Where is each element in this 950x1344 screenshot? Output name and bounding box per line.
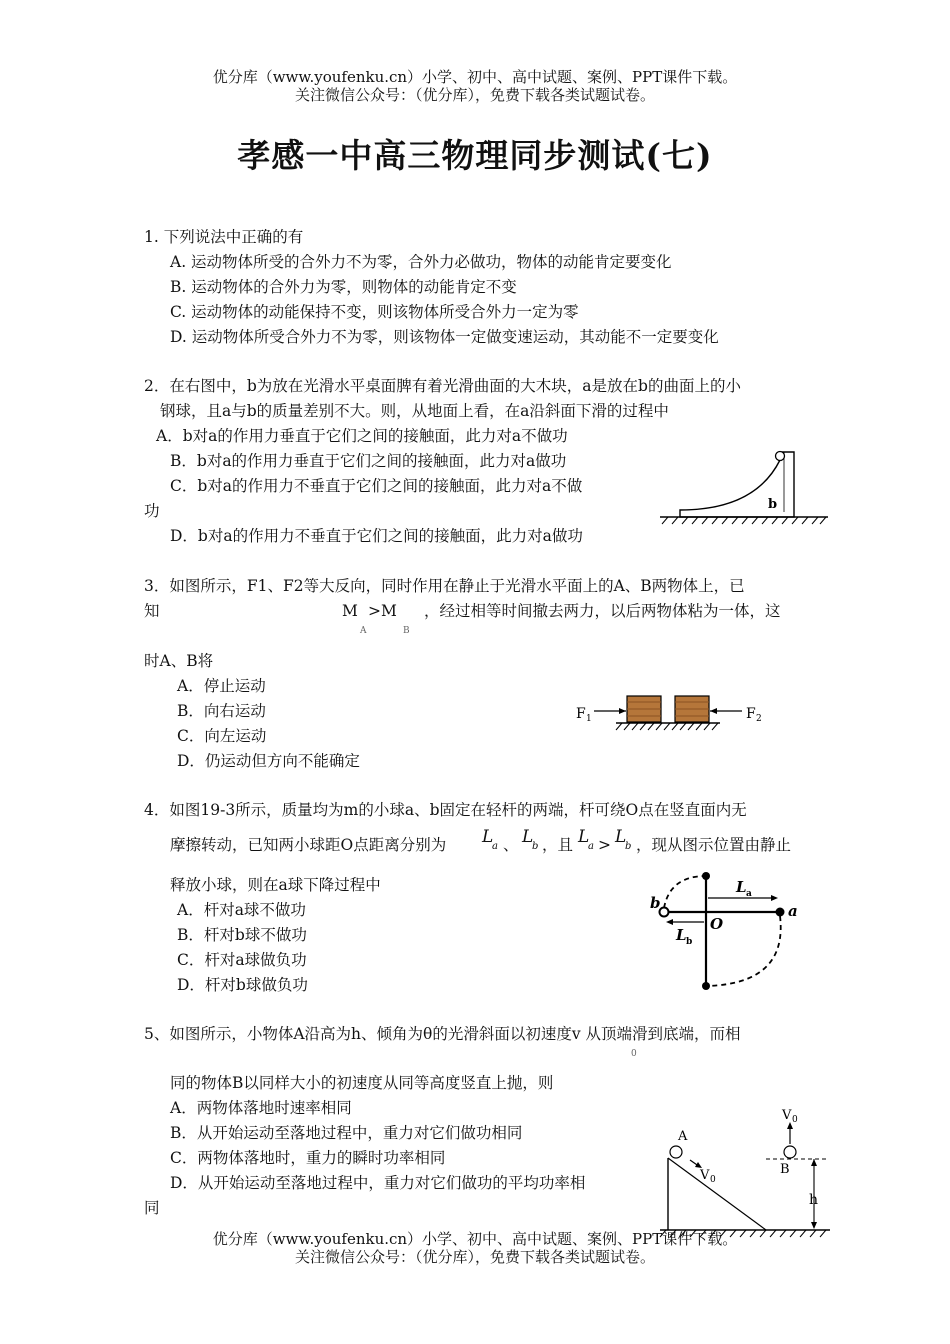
q5-option-a: A．两物体落地时速率相同 xyxy=(170,1099,352,1117)
q2-curved-block-figure xyxy=(660,440,832,526)
q5-option-d-line-2: 同 xyxy=(144,1199,160,1217)
q3-mass-gt-b: >M xyxy=(368,602,397,620)
q4-option-d: D．杆对b球做负功 xyxy=(177,976,308,994)
fig-label-b: B xyxy=(780,1162,790,1177)
q3-option-a: A．停止运动 xyxy=(177,677,266,695)
q5-option-d-line-1: D．从开始运动至落地过程中，重力对它们做功的平均功率相 xyxy=(170,1174,586,1192)
q4-option-c: C．杆对a球做负功 xyxy=(177,951,307,969)
q4-la-2: L xyxy=(578,827,590,847)
page-title: 孝感一中高三物理同步测试(七) xyxy=(237,136,713,175)
q4-la: L xyxy=(482,827,494,847)
q4-and: ，且 xyxy=(542,836,574,854)
q3-option-d: D．仍运动但方向不能确定 xyxy=(177,752,360,770)
footer-line-2: 关注微信公众号：（优分库），免费下载各类试题试卷。 xyxy=(294,1248,655,1266)
fig-label-a: a xyxy=(788,902,798,920)
q5-stem-line-2: 同的物体B以同样大小的初速度从同等高度竖直上抛，则 xyxy=(170,1074,554,1092)
fig-label-lb: L xyxy=(676,926,687,944)
q5-stem-line-1: 5、如图所示，小物体A沿高为h、倾角为θ的光滑斜面以初速度v 从顶端滑到底端，而相 xyxy=(144,1025,741,1043)
fig-label-v-b-sub: 0 xyxy=(792,1115,798,1125)
q3-option-b: B．向右运动 xyxy=(177,702,266,720)
ground-hatch xyxy=(662,517,826,524)
q4-option-a: A．杆对a球不做功 xyxy=(177,901,306,919)
q2-option-a: A．b对a的作用力垂直于它们之间的接触面，此力对a不做功 xyxy=(156,427,568,445)
footer-line-1: 优分库（www.youfenku.cn）小学、初中、高中试题、案例、PPT课件下载。 xyxy=(212,1230,738,1248)
q5-incline-figure xyxy=(656,1100,836,1240)
q2-option-d: D．b对a的作用力不垂直于它们之间的接触面，此力对a做功 xyxy=(170,527,583,545)
q4-lb: L xyxy=(522,827,534,847)
q3-stem-line-1: 3．如图所示，F1、F2等大反向，同时作用在静止于光滑水平面上的A、B两物体上，已 xyxy=(144,577,745,595)
q1-option-b: B. 运动物体的合外力为零，则物体的动能肯定不变 xyxy=(170,278,517,296)
q2-stem-line-2: 钢球，且a与b的质量差别不大。则，从地面上看，在a沿斜面下滑的过程中 xyxy=(160,402,669,420)
q3-sub-b: B xyxy=(403,626,410,636)
q5-v0-sub: 0 xyxy=(631,1049,637,1059)
q3-sub-a: A xyxy=(360,626,367,636)
fig-label-f2-sub: 2 xyxy=(756,714,762,724)
fig-label-f1: F xyxy=(576,706,586,722)
fig-label-b: b xyxy=(650,894,661,912)
q4-stem-line-2-post: ，现从图示位置由静止 xyxy=(636,836,792,854)
q3-stem-line-3: 时A、B将 xyxy=(144,652,214,670)
fig-label-a: A xyxy=(678,1129,688,1144)
q4-lb-2-sub: b xyxy=(625,841,632,852)
object-a xyxy=(670,1146,682,1158)
q1-option-a: A. 运动物体所受的合外力不为零，合外力必做功，物体的动能肯定要变化 xyxy=(170,253,672,271)
object-b xyxy=(784,1146,796,1158)
fig-label-f2: F xyxy=(746,706,756,722)
fig-label-h: h xyxy=(809,1192,819,1208)
ball-a xyxy=(776,452,785,461)
q1-option-c: C. 运动物体的动能保持不变，则该物体所受合外力一定为零 xyxy=(170,303,579,321)
q2-option-c-line-2: 功 xyxy=(144,502,160,520)
ball-a xyxy=(776,908,785,917)
path-b-dashed xyxy=(664,876,706,908)
q4-stem-line-3: 释放小球，则在a球下降过程中 xyxy=(170,876,381,894)
q3-stem-line-2-post: ，经过相等时间撤去两力，以后两物体粘为一体，这 xyxy=(424,602,781,620)
q4-stem-line-2-pre: 摩擦转动，已知两小球距O点距离分别为 xyxy=(170,836,447,854)
q4-rotating-rod-figure xyxy=(648,866,812,996)
ball-b xyxy=(660,908,669,917)
header-line-1: 优分库（www.youfenku.cn）小学、初中、高中试题、案例、PPT课件下载。 xyxy=(212,68,738,86)
fig-label-b: b xyxy=(768,497,778,512)
q3-mass-a: M xyxy=(342,602,358,620)
q4-option-b: B．杆对b球不做功 xyxy=(177,926,307,944)
q1-option-d: D. 运动物体所受合外力不为零，则该物体一定做变速运动，其动能不一定要变化 xyxy=(170,328,719,346)
q5-option-c: C．两物体落地时，重力的瞬时功率相同 xyxy=(170,1149,446,1167)
q3-stem-line-2-pre: 知 xyxy=(144,602,160,620)
q2-option-b: B．b对a的作用力垂直于它们之间的接触面，此力对a做功 xyxy=(170,452,567,470)
q4-stem-line-1: 4．如图19-3所示，质量均为m的小球a、b固定在轻杆的两端，杆可绕O点在竖直面内无 xyxy=(144,801,747,819)
q3-two-blocks-figure xyxy=(570,690,770,736)
q4-la-sub: a xyxy=(492,841,498,852)
fig-label-v-b: V xyxy=(782,1108,792,1123)
q2-option-c-line-1: C．b对a的作用力不垂直于它们之间的接触面，此力对a不做 xyxy=(170,477,583,495)
q4-gt: > xyxy=(598,836,611,854)
incline-slope xyxy=(668,1158,766,1230)
fig-label-f1-sub: 1 xyxy=(586,714,592,724)
fig-label-o: O xyxy=(710,915,724,933)
q2-stem-line-1: 2．在右图中，b为放在光滑水平桌面脾有着光滑曲面的大木块，a是放在b的曲面上的小 xyxy=(144,377,741,395)
q4-lb-sub: b xyxy=(532,841,539,852)
q4-separator: 、 xyxy=(503,836,519,854)
header-line-2: 关注微信公众号：（优分库），免费下载各类试题试卷。 xyxy=(294,86,655,104)
fig-label-v-a: V xyxy=(700,1168,710,1183)
q4-la-2-sub: a xyxy=(588,841,594,852)
fig-label-la: L xyxy=(736,878,747,896)
fig-label-v-a-sub: 0 xyxy=(710,1175,716,1185)
fig-label-lb-sub: b xyxy=(686,937,693,947)
q3-option-c: C．向左运动 xyxy=(177,727,267,745)
q1-stem: 1. 下列说法中正确的有 xyxy=(144,228,304,246)
fig-label-la-sub: a xyxy=(746,889,752,899)
q4-lb-2: L xyxy=(615,827,627,847)
q5-option-b: B．从开始运动至落地过程中，重力对它们做功相同 xyxy=(170,1124,523,1142)
